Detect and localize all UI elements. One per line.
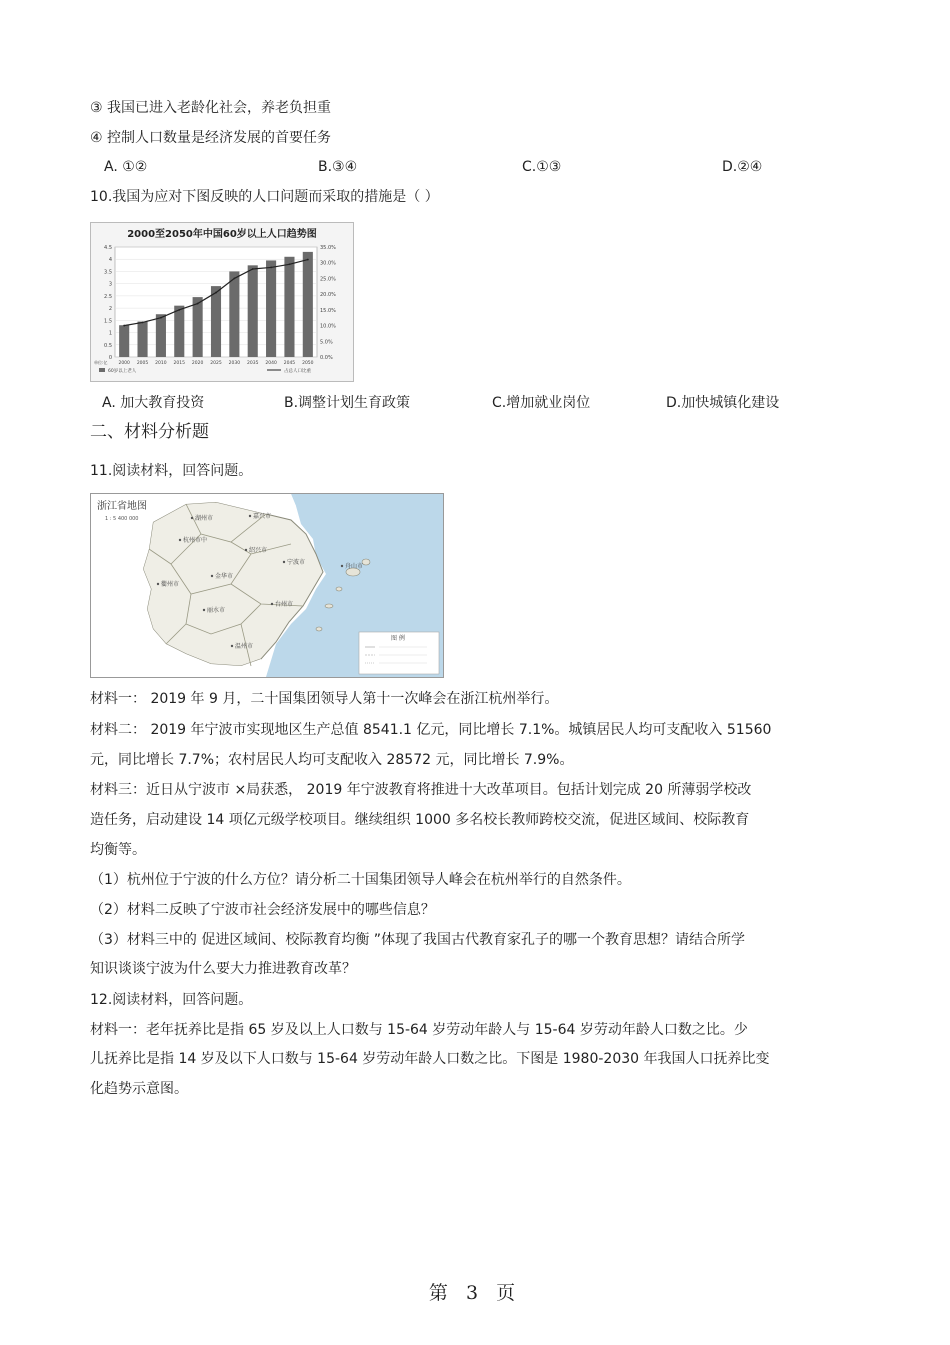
y-right-tick-label: 25.0%: [320, 276, 336, 283]
elderly-population-chart: [90, 222, 354, 382]
city-label: 宁波市: [287, 559, 306, 566]
map-scale: 1 : 5 400 000: [105, 516, 139, 522]
city-label: 绍兴市: [249, 547, 268, 554]
y-left-tick-label: 3.5: [104, 269, 112, 276]
x-tick-label: 2000: [118, 361, 130, 366]
q10-option-b: B.调整计划生育政策: [284, 395, 411, 411]
line-point: [215, 292, 217, 294]
y-right-tick-label: 0.0%: [320, 355, 333, 361]
y-left-tick-label: 1: [108, 330, 112, 337]
unit-label: 单位:亿: [94, 360, 108, 365]
city-label: 杭州市中: [183, 537, 208, 544]
chart-title: 2000至2050年中国60岁以上人口趋势图: [127, 229, 317, 240]
material-1: 材料一： 2019 年 9 月，二十国集团领导人第十一次峰会在浙江杭州举行。: [90, 691, 559, 707]
y-left-tick-label: 0: [108, 355, 112, 361]
y-left-tick-label: 3: [108, 281, 112, 288]
sub-question-3-line-1: （3）材料三中的 促进区域间、校际教育均衡 ”体现了我国古代教育家孔子的哪一个教育思想？请结合所学: [90, 932, 746, 948]
line-point: [270, 267, 272, 269]
y-right-tick-label: 15.0%: [320, 307, 336, 314]
city-label: 衢州市: [161, 581, 180, 588]
y-right-tick-label: 30.0%: [320, 260, 336, 267]
line-point: [197, 303, 199, 305]
q12-stem: 12.阅读材料，回答问题。: [90, 992, 253, 1008]
bar: [119, 325, 129, 357]
bar: [248, 265, 258, 357]
city-marker: [249, 515, 251, 517]
city-marker: [191, 517, 193, 519]
sub-question-2: （2）材料二反映了宁波市社会经济发展中的哪些信息？: [90, 902, 435, 918]
material-2-line-1: 材料二： 2019 年宁波市实现地区生产总值 8541.1 亿元，同比增长 7.1%。城镇居民人均可支配收入 51560: [90, 722, 772, 738]
q9-option-d: D.②④: [722, 159, 763, 175]
x-tick-label: 2025: [210, 361, 222, 366]
city-label: 丽水市: [207, 607, 226, 614]
q10-option-c: C.增加就业岗位: [492, 395, 591, 411]
x-tick-label: 2035: [247, 361, 259, 366]
line-point: [142, 322, 144, 324]
map-legend-title: 图 例: [391, 635, 405, 642]
material-3-line-1: 材料三：近日从宁波市 ×局获悉， 2019 年宁波教育将推进十大改革项目。包括计划完成 20 所薄弱学校改: [90, 782, 752, 798]
city-marker: [231, 645, 233, 647]
material-3-line-3: 均衡等。: [90, 842, 146, 858]
y-right-tick-label: 35.0%: [320, 245, 336, 251]
x-tick-label: 2050: [302, 361, 314, 366]
city-marker: [245, 549, 247, 551]
y-left-tick-label: 4.5: [104, 245, 112, 251]
legend-bar-swatch: [99, 368, 105, 372]
y-right-tick-label: 20.0%: [320, 292, 336, 299]
city-marker: [211, 575, 213, 577]
legend-line-label: 占总人口比重: [284, 369, 311, 374]
q12-paragraph-line-1: 材料一：老年抚养比是指 65 岁及以上人口数与 15-64 岁劳动年龄人与 15-64 岁劳动年龄人口数之比。少: [90, 1022, 748, 1038]
q9-option-c: C.①③: [522, 159, 562, 175]
q10-option-a: A. 加大教育投资: [102, 395, 205, 411]
material-2-line-2: 元，同比增长 7.7%；农村居民人均可支配收入 28572 元，同比增长 7.9%。: [90, 752, 574, 768]
city-marker: [283, 561, 285, 563]
line-point: [233, 278, 235, 280]
q10-stem: 10.我国为应对下图反映的人口问题而采取的措施是（ ）: [90, 189, 439, 205]
city-marker: [203, 609, 205, 611]
line-point: [307, 259, 309, 261]
map-svg: [91, 494, 443, 677]
y-right-tick-label: 10.0%: [320, 323, 336, 330]
material-3-line-2: 造任务，启动建设 14 项亿元级学校项目。继续组织 1000 多名校长教师跨校交流，促进区域间、校际教育: [90, 812, 750, 828]
bar: [284, 257, 294, 357]
city-marker: [271, 603, 273, 605]
bar: [303, 252, 313, 357]
q11-stem: 11.阅读材料，回答问题。: [90, 463, 253, 479]
x-tick-label: 2040: [265, 361, 277, 366]
bar: [137, 322, 147, 357]
x-tick-label: 2010: [155, 361, 167, 366]
city-label: 舟山市: [345, 563, 364, 570]
city-label: 嘉兴市: [253, 513, 272, 520]
bar: [266, 260, 276, 357]
chart-svg: [91, 223, 353, 381]
city-marker: [157, 583, 159, 585]
x-tick-label: 2005: [136, 361, 149, 366]
q9-item-3: ③ 我国已进入老龄化社会，养老负担重: [90, 100, 331, 116]
y-left-tick-label: 2: [108, 306, 112, 313]
q12-paragraph-line-3: 化趋势示意图。: [90, 1081, 188, 1097]
line-point: [160, 317, 162, 319]
page-number: 第 3 页: [428, 1282, 522, 1304]
x-tick-label: 2030: [228, 361, 241, 366]
city-marker: [179, 539, 181, 541]
map-title: 浙江省地图: [97, 501, 147, 512]
bar: [174, 306, 184, 357]
line-point: [178, 309, 180, 311]
line-point: [252, 268, 254, 270]
line-point: [123, 325, 125, 327]
q9-item-4: ④ 控制人口数量是经济发展的首要任务: [90, 130, 331, 146]
sub-question-1: （1）杭州位于宁波的什么方位？请分析二十国集团领导人峰会在杭州举行的自然条件。: [90, 872, 631, 888]
city-marker: [341, 565, 343, 567]
city-label: 温州市: [235, 643, 254, 650]
bar: [193, 297, 203, 357]
x-tick-label: 2045: [283, 361, 296, 366]
y-right-tick-label: 5.0%: [320, 339, 333, 346]
y-left-tick-label: 0.5: [104, 342, 112, 349]
city-label: 湖州市: [195, 515, 214, 522]
bar: [211, 286, 221, 357]
sub-question-3-line-2: 知识谈谈宁波为什么要大力推进教育改革？: [90, 961, 356, 977]
y-left-tick-label: 4: [108, 257, 112, 264]
section-title: 二、材料分析题: [90, 422, 209, 442]
q9-option-a: A. ①②: [104, 159, 148, 175]
city-label: 台州市: [275, 601, 294, 608]
zhejiang-map: [90, 493, 444, 678]
y-left-tick-label: 2.5: [104, 293, 112, 300]
line-point: [289, 263, 291, 265]
x-tick-label: 2020: [191, 361, 204, 366]
x-tick-label: 2015: [173, 361, 185, 366]
q10-option-d: D.加快城镇化建设: [666, 395, 780, 411]
legend-bar-label: 60岁以上老人: [108, 369, 137, 374]
y-left-tick-label: 1.5: [104, 318, 112, 325]
q12-paragraph-line-2: 儿抚养比是指 14 岁及以下人口数与 15-64 岁劳动年龄人口数之比。下图是 1980-2030 年我国人口抚养比变: [90, 1051, 770, 1067]
city-label: 金华市: [215, 573, 234, 580]
bar: [229, 271, 239, 357]
q9-option-b: B.③④: [318, 159, 358, 175]
bar: [156, 314, 166, 357]
